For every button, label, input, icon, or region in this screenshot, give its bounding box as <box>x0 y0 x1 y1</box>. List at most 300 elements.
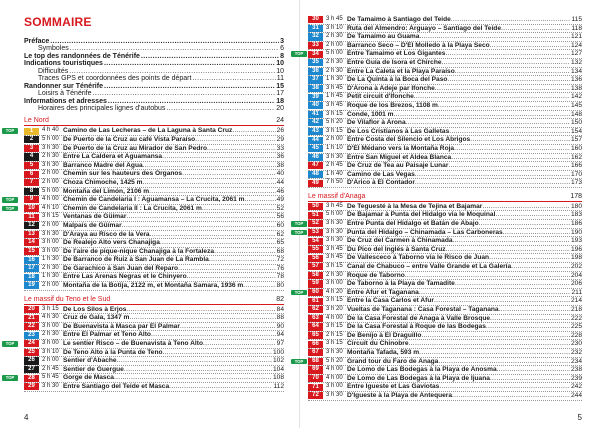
route-page: 242 <box>570 383 582 391</box>
route-page: 218 <box>570 306 582 313</box>
section-heading[interactable] <box>24 296 284 305</box>
route-page: 84 <box>276 305 284 313</box>
leader-dots <box>69 68 275 75</box>
leader-dots <box>93 90 276 97</box>
route-title-wrap <box>63 170 276 178</box>
route-entry[interactable] <box>308 102 582 111</box>
route-entry[interactable] <box>24 179 284 188</box>
leader-dots <box>124 366 272 373</box>
route-entry[interactable] <box>308 119 582 128</box>
leader-dots <box>406 119 570 126</box>
leader-dots <box>209 256 276 263</box>
route-title: Grand tour du Faro de Anaga <box>347 357 439 365</box>
route-page: 183 <box>570 211 582 219</box>
route-number-box: 32 <box>308 33 323 40</box>
route-title: Circuit du Chinobre <box>347 340 409 348</box>
route-entry[interactable] <box>308 349 582 358</box>
route-page: 62 <box>276 230 284 238</box>
toc-entry-label: Loisirs à Ténérife <box>38 90 92 98</box>
route-number-box: 46 <box>308 154 323 161</box>
route-duration: 5 h 20 <box>326 357 343 364</box>
leader-dots <box>178 265 276 272</box>
route-title-wrap <box>63 196 276 204</box>
route-page: 206 <box>570 280 582 288</box>
route-entry[interactable] <box>5 204 284 214</box>
route-entry[interactable] <box>308 93 582 102</box>
route-title-wrap <box>347 383 570 391</box>
toc-entry-page: 6 <box>280 45 284 53</box>
route-number-box: 58 <box>308 272 323 279</box>
route-entry[interactable] <box>308 85 582 94</box>
route-title-wrap <box>347 297 570 305</box>
route-title: Choza Chimoche, 1425 m <box>63 178 143 186</box>
leader-dots <box>490 375 570 382</box>
route-number-box: 19 <box>24 282 39 289</box>
route-entry[interactable] <box>294 357 582 367</box>
route-duration: 4 h 10 <box>42 204 59 211</box>
route-title: Entre Costa del Silencio et Los Abrigos <box>347 136 471 144</box>
route-title: De Realejo Alto vers Chanajiga <box>63 239 160 247</box>
leader-dots <box>143 179 276 186</box>
route-number-box: 40 <box>308 102 323 109</box>
route-title-wrap <box>347 211 570 219</box>
route-number-box: 10 <box>24 205 39 212</box>
route-number-box: 59 <box>308 280 323 287</box>
route-duration: 5 h 45 <box>42 374 59 381</box>
route-entry[interactable] <box>308 332 582 341</box>
route-number-box: 13 <box>24 231 39 238</box>
leader-dots <box>415 171 570 178</box>
route-page: 180 <box>570 202 582 210</box>
route-title-wrap <box>63 188 276 196</box>
route-number-box: 3 <box>24 145 39 152</box>
route-entry[interactable] <box>308 171 582 180</box>
toc-entry[interactable] <box>24 38 284 45</box>
route-duration: 3 h 00 <box>42 247 59 254</box>
route-entry[interactable] <box>308 111 582 120</box>
route-entry[interactable] <box>308 237 582 246</box>
route-entry[interactable] <box>308 203 582 212</box>
leader-dots <box>439 383 570 390</box>
route-page: 132 <box>570 58 582 66</box>
route-page: 198 <box>570 254 582 262</box>
route-entry[interactable] <box>308 383 582 392</box>
leader-dots <box>419 289 571 296</box>
route-title: De Bajamar à Punta del Hidalgo via le Moquinal <box>347 211 496 219</box>
top-badge: TOP <box>2 197 18 203</box>
route-entry[interactable] <box>308 33 582 42</box>
route-duration: 3 h 45 <box>326 254 343 261</box>
route-entry[interactable] <box>24 170 284 179</box>
route-entry[interactable] <box>24 349 284 358</box>
route-duration: 5 h 00 <box>42 187 59 194</box>
route-title-wrap <box>347 392 570 400</box>
leader-dots <box>195 136 275 143</box>
route-number-box: 47 <box>308 162 323 169</box>
route-number-box: 16 <box>24 257 39 264</box>
route-page: 211 <box>571 288 582 296</box>
route-duration: 2 h 00 <box>326 41 343 48</box>
route-number-box: 38 <box>308 85 323 92</box>
route-title-wrap <box>347 145 570 153</box>
route-title: De Garachico à San Juan del Reparo <box>63 264 179 272</box>
section-heading[interactable] <box>24 117 284 126</box>
route-title: Entre La Caleta et la Playa Paraíso <box>347 67 455 75</box>
leader-dots <box>243 282 275 289</box>
front-matter-list <box>24 38 284 112</box>
route-title-wrap <box>63 314 276 322</box>
route-title-wrap <box>347 50 570 58</box>
route-title: Entre Tamaimo et Los Gigantes <box>347 50 446 58</box>
route-title: Ruta del Almendro: Arguayo – Santiago del Teide <box>347 24 501 32</box>
route-entry[interactable] <box>24 306 284 315</box>
top-badge: TOP <box>2 375 18 381</box>
route-number-box: 65 <box>308 332 323 339</box>
leader-dots <box>394 111 570 118</box>
route-entry[interactable] <box>24 273 284 282</box>
route-duration: 3 h 00 <box>326 383 343 390</box>
toc-entry[interactable] <box>24 75 284 82</box>
route-number-box: 17 <box>24 265 39 272</box>
route-entry[interactable] <box>308 246 582 255</box>
route-page: 234 <box>570 357 582 365</box>
route-page: 150 <box>570 119 582 127</box>
route-entry[interactable] <box>24 366 284 375</box>
toc-entry[interactable] <box>24 83 284 90</box>
route-number-box: 41 <box>308 111 323 118</box>
route-title-wrap <box>347 280 570 288</box>
route-duration: 1 h 40 <box>326 170 343 177</box>
route-number-box: 15 <box>24 248 39 255</box>
route-page: 138 <box>570 84 582 92</box>
route-entry[interactable] <box>308 128 582 137</box>
route-title-wrap <box>347 128 570 136</box>
route-number-box: 4 <box>24 153 39 160</box>
route-duration: 2 h 30 <box>42 331 59 338</box>
route-entry[interactable] <box>24 256 284 265</box>
section-page: 82 <box>276 295 284 303</box>
route-duration: 3 h 45 <box>326 101 343 108</box>
leader-dots <box>202 205 276 212</box>
route-number-box: 36 <box>308 68 323 75</box>
route-title-wrap <box>63 366 272 374</box>
route-entry[interactable] <box>308 211 582 220</box>
toc-entry[interactable] <box>24 98 284 105</box>
route-entry[interactable] <box>308 59 582 68</box>
route-duration: 2 h 30 <box>326 58 343 65</box>
route-title: Roque de Taborno <box>347 271 405 279</box>
leader-dots <box>445 50 570 57</box>
route-entry[interactable] <box>308 323 582 332</box>
route-page: 49 <box>276 196 284 204</box>
route-page: 78 <box>276 273 284 281</box>
leader-dots <box>495 211 570 218</box>
route-page: 100 <box>272 348 284 356</box>
route-title: Chemin de Candelaria II : La Crucita, 2061 m <box>63 204 202 212</box>
route-duration: 1 h 30 <box>326 76 343 83</box>
route-number-box: 57 <box>308 263 323 270</box>
route-title: De Teno Alto à la Punta de Teno <box>63 348 163 356</box>
route-number-box: 2 <box>24 136 39 143</box>
route-entry[interactable] <box>308 375 582 384</box>
route-title: Gorge de Masca <box>63 374 114 382</box>
route-number-box: 18 <box>24 274 39 281</box>
route-entry[interactable] <box>308 366 582 375</box>
route-page: 124 <box>570 41 582 49</box>
route-page: 196 <box>570 245 582 253</box>
toc-entry-label: Le top des randonnées de Ténérife <box>24 52 140 60</box>
route-entry[interactable] <box>308 315 582 324</box>
route-entry[interactable] <box>24 136 284 145</box>
route-entry[interactable] <box>308 162 582 171</box>
route-title-wrap <box>63 273 276 281</box>
route-page: 56 <box>276 213 284 221</box>
route-page: 40 <box>276 170 284 178</box>
route-title-wrap <box>63 256 276 264</box>
route-number-box: 72 <box>308 392 323 399</box>
route-entry[interactable] <box>24 162 284 171</box>
route-entry[interactable] <box>308 42 582 51</box>
route-title: Canal de Chabuco – entre Valle Grande et La Galería <box>347 263 512 271</box>
toc-entry-page: 20 <box>276 104 284 112</box>
route-duration: 2 h 45 <box>42 365 59 372</box>
route-entry[interactable] <box>308 306 582 315</box>
route-title-wrap <box>347 16 570 24</box>
route-entry[interactable] <box>5 340 284 349</box>
route-entry[interactable] <box>294 288 582 298</box>
route-entry[interactable] <box>24 282 284 291</box>
route-title: Sentier d'Abache <box>63 357 117 365</box>
route-title: Camino de Las Vegas <box>347 170 415 178</box>
toc-entry[interactable] <box>24 53 284 60</box>
route-title: Camino de Las Lecheras – de La Laguna à Santa Cruz <box>63 127 233 135</box>
route-duration: 2 h 00 <box>42 170 59 177</box>
toc-entry[interactable] <box>24 90 284 97</box>
route-duration: 3 h 20 <box>326 306 343 312</box>
route-title: Entre La Caldera et Aguamansa <box>63 153 163 161</box>
route-page: 162 <box>570 153 582 161</box>
route-entry[interactable] <box>24 314 284 323</box>
route-page: 239 <box>570 374 582 382</box>
route-number-box: 8 <box>24 188 39 195</box>
toc-entry[interactable] <box>24 45 284 52</box>
route-entry[interactable] <box>24 231 284 240</box>
route-duration: 3 h 15 <box>326 127 343 134</box>
route-entry[interactable] <box>5 196 284 205</box>
route-duration: 2 h 30 <box>42 153 59 160</box>
route-number-box: 24 <box>24 340 39 347</box>
toc-entry[interactable] <box>24 60 284 67</box>
toc-entry-label: Informations et adresses <box>24 97 107 105</box>
route-duration: 4 h 20 <box>326 288 343 295</box>
route-title-wrap <box>347 179 570 187</box>
route-number-box: 53 <box>308 229 323 236</box>
route-entry[interactable] <box>308 297 582 306</box>
route-title-wrap <box>347 76 570 84</box>
route-entry[interactable] <box>294 220 582 229</box>
route-title: D'Igueste à la Playa de Antequera <box>347 391 453 399</box>
page-title: SOMMAIRE <box>24 15 92 29</box>
route-title: Montaña de la Botija, 2122 m, et Montaña Samara, 1936 m <box>63 282 244 290</box>
leader-dots <box>482 203 570 210</box>
section-name: Le massif d'Anaga <box>308 192 366 200</box>
route-number-box: 21 <box>24 315 39 322</box>
leader-dots <box>449 128 570 135</box>
route-page: 115 <box>571 16 582 23</box>
leader-dots <box>479 220 570 227</box>
route-title-wrap <box>347 315 570 323</box>
route-page: 173 <box>570 179 582 187</box>
toc-entry-label: Symboles <box>38 45 69 53</box>
route-entry[interactable] <box>24 331 284 340</box>
route-number-box: 26 <box>24 357 39 364</box>
route-page: 121 <box>570 33 582 41</box>
route-page: 157 <box>570 136 582 144</box>
route-title-wrap <box>63 213 276 221</box>
route-entry[interactable] <box>24 357 284 366</box>
route-entry[interactable] <box>24 239 284 248</box>
route-page: 214 <box>570 297 582 305</box>
route-entry[interactable] <box>24 265 284 274</box>
toc-entry[interactable] <box>24 68 284 75</box>
route-title: De Lomo de Las Bodegas à la Playa de Ijuana <box>347 374 490 382</box>
route-entry[interactable] <box>308 272 582 281</box>
route-entry[interactable] <box>24 145 284 154</box>
route-entry[interactable] <box>308 254 582 263</box>
leader-dots <box>511 263 570 270</box>
route-title: Chemin sur les hauteurs des Órganos <box>63 170 183 178</box>
route-entry[interactable] <box>308 68 582 77</box>
route-duration: 3 h 00 <box>42 322 59 329</box>
route-title-wrap <box>347 119 570 127</box>
route-page: 166 <box>570 162 582 170</box>
leader-dots <box>126 306 275 313</box>
route-title-wrap <box>63 374 272 382</box>
route-duration: 2 h 00 <box>42 357 59 364</box>
leader-dots <box>166 105 275 112</box>
route-duration: 3 h 30 <box>42 144 59 151</box>
route-page: 60 <box>276 221 284 229</box>
route-number-box: 66 <box>308 341 323 348</box>
route-duration: 3 h 15 <box>326 340 343 347</box>
route-entry[interactable] <box>24 153 284 162</box>
route-page: 225 <box>570 323 582 331</box>
route-entry[interactable] <box>308 76 582 85</box>
route-title: Conde, 1001 m <box>347 110 394 118</box>
route-duration: 2 h 30 <box>42 264 59 271</box>
section-heading[interactable] <box>308 193 582 202</box>
top-badge: TOP <box>291 51 307 57</box>
route-page: 88 <box>276 314 284 322</box>
route-page: 148 <box>570 110 582 118</box>
toc-entry-label: Préface <box>24 38 50 45</box>
route-entry[interactable] <box>294 228 582 238</box>
leader-dots <box>503 229 570 236</box>
route-number-box: 14 <box>24 239 39 246</box>
route-entry[interactable] <box>24 213 284 222</box>
leader-dots <box>129 314 275 321</box>
route-entry[interactable] <box>308 16 582 25</box>
leader-dots <box>448 162 570 169</box>
leader-dots <box>442 59 570 66</box>
route-entry[interactable] <box>308 145 582 154</box>
route-title: De Vilaflor à Arona <box>347 119 406 127</box>
route-number-box: 70 <box>308 375 323 382</box>
leader-dots <box>497 366 570 373</box>
route-number-box: 67 <box>308 349 323 356</box>
route-title-wrap <box>347 33 570 41</box>
route-entry[interactable] <box>308 136 582 145</box>
route-number-box: 61 <box>308 298 323 305</box>
toc-entry-page: 15 <box>276 82 284 90</box>
route-title-wrap <box>63 248 276 256</box>
route-page: 136 <box>570 76 582 84</box>
leader-dots <box>447 76 570 83</box>
leader-dots <box>486 323 570 330</box>
route-entry[interactable] <box>24 323 284 332</box>
route-entry[interactable] <box>5 127 284 136</box>
leader-dots <box>405 272 570 279</box>
route-page: 26 <box>276 127 284 135</box>
route-page: 108 <box>272 374 284 382</box>
route-entry[interactable] <box>308 179 582 188</box>
route-title-wrap <box>63 383 272 391</box>
route-entry[interactable] <box>308 340 582 349</box>
leader-dots <box>203 340 276 347</box>
route-title: De Cruz de Tea au Paisaje Lunar <box>347 162 449 170</box>
route-entry[interactable] <box>308 392 582 401</box>
route-page: 76 <box>276 264 284 272</box>
route-duration: 2 h 30 <box>326 33 343 40</box>
route-duration: 3 h 30 <box>326 228 343 235</box>
route-duration: 3 h 30 <box>42 230 59 237</box>
route-number-box: 60 <box>308 289 323 296</box>
route-entry[interactable] <box>24 248 284 257</box>
route-title: Entre Afur et Taganana <box>347 288 419 296</box>
route-number-box: 12 <box>24 222 39 229</box>
route-title-wrap <box>347 111 570 119</box>
route-entry[interactable] <box>308 280 582 289</box>
leader-dots <box>149 188 276 195</box>
route-page: 65 <box>276 239 284 247</box>
toc-entry[interactable] <box>24 105 284 112</box>
route-entry[interactable] <box>24 188 284 197</box>
leader-dots <box>182 170 276 177</box>
route-title: Chemin de Candelaria I : Aguamansa – La Crucita, 2061 m <box>63 196 245 204</box>
route-entry[interactable] <box>24 222 284 231</box>
route-entry[interactable] <box>24 383 284 392</box>
leader-dots <box>169 383 272 390</box>
route-duration: 3 h 00 <box>42 340 59 347</box>
leader-dots <box>414 93 570 100</box>
toc-entry-page: 18 <box>276 97 284 105</box>
route-duration: 5 h 20 <box>326 119 343 126</box>
top-badge: TOP <box>2 206 18 212</box>
route-entry[interactable] <box>308 263 582 272</box>
route-title-wrap <box>63 136 276 144</box>
route-entry[interactable] <box>308 25 582 34</box>
route-entry[interactable] <box>294 50 582 59</box>
route-entry[interactable] <box>5 374 284 383</box>
route-title: Entre El Palmar et Teno Alto <box>63 331 151 339</box>
route-duration: 3 h 15 <box>326 263 343 270</box>
route-duration: 2 h 30 <box>326 67 343 74</box>
route-title: Entre Santiago del Teide et Masca <box>63 383 170 390</box>
route-duration: 3 h 15 <box>42 213 59 220</box>
route-page: 118 <box>571 24 582 32</box>
toc-entry-label: Horaires des principales lignes d'autobus <box>38 104 166 112</box>
route-entry[interactable] <box>308 154 582 163</box>
